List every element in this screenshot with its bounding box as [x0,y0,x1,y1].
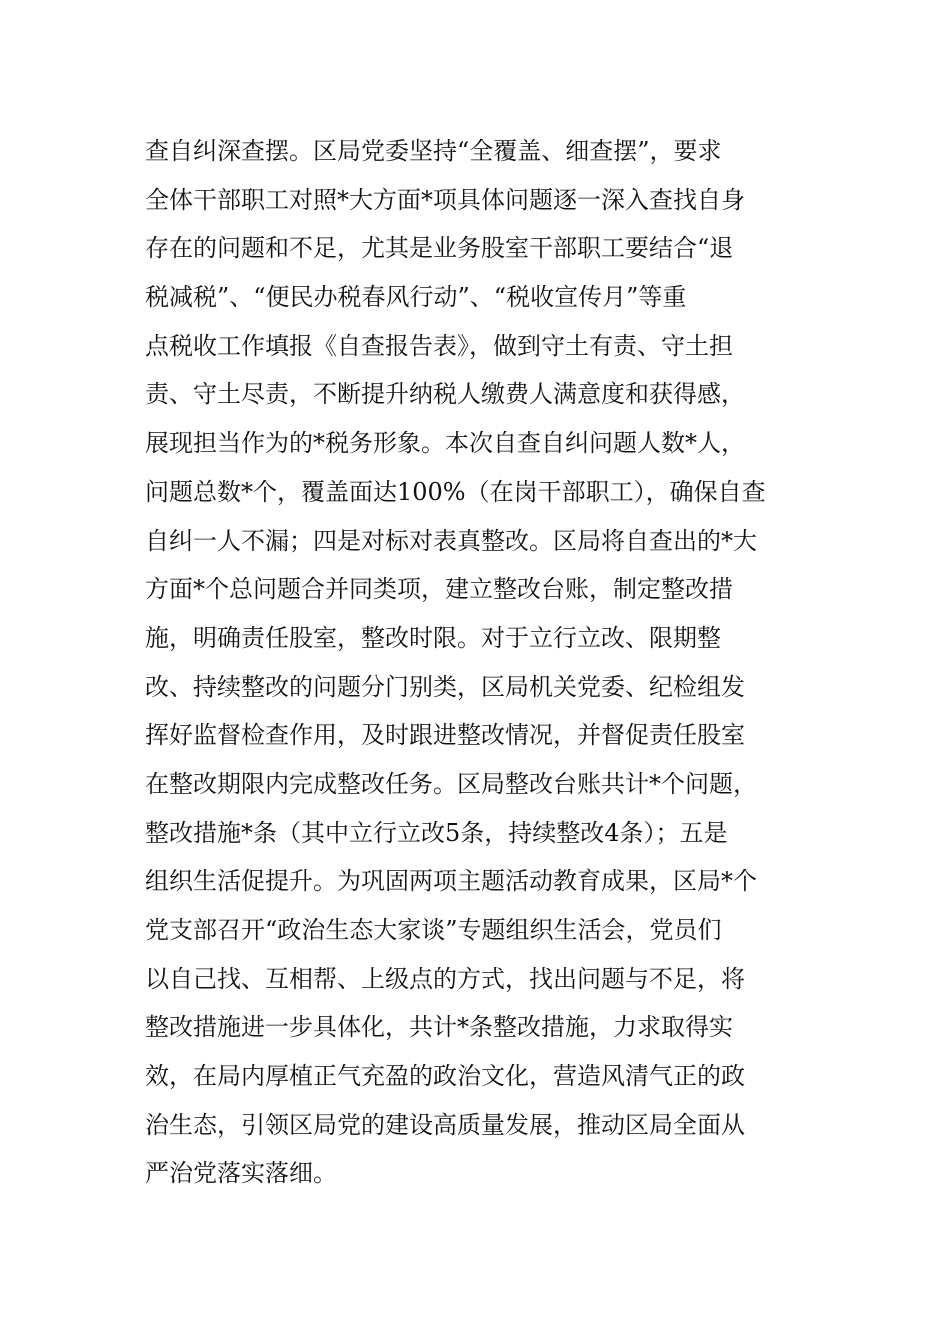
text-line: 整改措施*条（其中立行立改5条，持续整改4条）；五是 [145,818,728,847]
text-line: 在整改期限内完成整改任务。区局整改台账共计*个问题， [145,769,757,798]
text-line: 组织生活促提升。为巩固两项主题活动教育成果，区局*个 [145,867,757,896]
text-line: 展现担当作为的*税务形象。本次自查自纠问题人数*人， [145,429,745,458]
body-paragraph [145,127,815,1198]
text-line: 治生态，引领区局党的建设高质量发展，推动区局全面从 [145,1110,745,1139]
text-line: 方面*个总问题合并同类项，建立整改台账，制定整改措 [145,575,733,604]
text-line: 问题总数*个，覆盖面达100%（在岗干部职工），确保自查 [145,477,766,506]
text-line: 点税收工作填报《自查报告表》，做到守土有责、守土担 [145,331,733,360]
text-line: 存在的问题和不足，尤其是业务股室干部职工要结合“退 [145,234,734,263]
text-line: 挥好监督检查作用，及时跟进整改情况，并督促责任股室 [145,721,745,750]
text-line: 以自己找、互相帮、上级点的方式，找出问题与不足，将 [145,964,745,993]
text-line: 整改措施进一步具体化，共计*条整改措施，力求取得实 [145,1013,733,1042]
text-line: 效，在局内厚植正气充盈的政治文化，营造风清气正的政 [145,1062,745,1091]
text-line: 查自纠深查摆。区局党委坚持“全覆盖、细查摆”，要求 [145,137,722,165]
text-line: 施，明确责任股室，整改时限。对于立行立改、限期整 [145,623,721,652]
text-line: 全体干部职工对照*大方面*项具体问题逐一深入查找自身 [145,185,745,214]
text-line: 改、持续整改的问题分门别类，区局机关党委、纪检组发 [145,672,745,701]
text-line: 党支部召开“政治生态大家谈”专题组织生活会，党员们 [145,916,722,944]
text-line: 自纠一人不漏；四是对标对表真整改。区局将自查出的*大 [145,526,757,555]
text-line: 严治党落实落细。 [145,1159,337,1188]
text-line: 税减税”、“便民办税春风行动”、“税收宣传月”等重 [145,283,687,312]
text-line: 责、守土尽责，不断提升纳税人缴费人满意度和获得感， [145,380,745,409]
